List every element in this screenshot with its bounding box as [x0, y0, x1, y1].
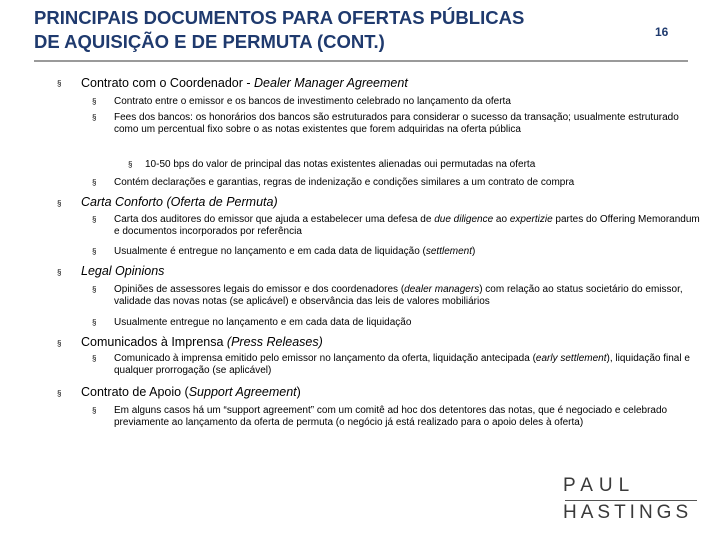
section-bullet-icon: §: [57, 339, 62, 348]
slide-title-line-2: DE AQUISIÇÃO E DE PERMUTA (CONT.): [34, 31, 385, 52]
text-run: Usualmente entregue no lançamento e em cada data de liquidação: [114, 317, 412, 328]
list-item: [114, 112, 704, 136]
sub-list-bullet-icon: §: [128, 160, 133, 169]
text-run: Fees dos bancos: os honorários dos bancos são estruturados para considerar o sucesso da transação; usualmente estruturado como um percentual fixo sobre o as notas existentes que forem adquiridas na oferta pública: [114, 112, 679, 135]
list-bullet-icon: §: [92, 354, 97, 363]
text-run: ): [472, 246, 476, 257]
text-run: Usualmente é entregue no lançamento e em cada data de liquidação (: [114, 246, 426, 257]
text-run: Opiniões de assessores legais do emissor e dos coordenadores (: [114, 284, 405, 295]
list-bullet-icon: §: [92, 215, 97, 224]
logo-word-bottom: HASTINGS: [563, 502, 693, 523]
page-number: 16: [655, 25, 669, 39]
text-run: ), liquidação final e qualquer prorrogação (se aplicável): [114, 353, 690, 376]
slide-title: [34, 6, 634, 54]
list-item: [114, 214, 704, 238]
section-bullet-icon: §: [57, 199, 62, 208]
section-heading: [81, 263, 701, 279]
section-heading: [81, 75, 701, 91]
section-heading: [81, 334, 701, 350]
list-bullet-icon: §: [92, 97, 97, 106]
text-run: Comunicado à imprensa emitido pelo emissor no lançamento da oferta, liquidação antecipada (: [114, 353, 536, 364]
italic-text: expertizie: [509, 214, 553, 225]
text-run: Comunicados à Imprensa: [81, 335, 227, 349]
text-run: Contrato entre o emissor e os bancos de investimento celebrado no lançamento da oferta: [114, 96, 511, 107]
text-run: Contrato com o Coordenador -: [81, 76, 255, 90]
logo-word-top: PAUL: [563, 475, 636, 496]
title-divider: [34, 60, 688, 62]
list-bullet-icon: §: [92, 247, 97, 256]
section-bullet-icon: §: [57, 389, 62, 398]
italic-text: settlement: [425, 246, 473, 257]
italic-text: Support Agreement: [188, 385, 297, 399]
list-bullet-icon: §: [92, 318, 97, 327]
sub-list-item: [145, 159, 705, 171]
italic-text: Dealer Manager Agreement: [254, 76, 408, 90]
list-bullet-icon: §: [92, 285, 97, 294]
italic-text: Carta Conforto (Oferta de Permuta): [81, 195, 278, 209]
section-heading: [81, 384, 701, 400]
italic-text: Legal Opinions: [81, 264, 165, 278]
list-item: [114, 246, 704, 258]
list-bullet-icon: §: [92, 178, 97, 187]
text-run: ) com relação ao status societário do emissor, validade das novas notas (se aplicável) e observância das leis de valores mobiliários: [114, 284, 683, 307]
section-heading: [81, 194, 701, 210]
italic-text: due diligence: [434, 214, 494, 225]
text-run: Contém declarações e garantias, regras de indenização e condições similares a um contrato de compra: [114, 177, 575, 188]
text-run: ao: [493, 214, 510, 225]
list-item: [114, 177, 704, 189]
list-item: [114, 317, 704, 329]
italic-text: (Press Releases): [226, 335, 323, 349]
logo-divider: [565, 500, 697, 501]
list-item: [114, 284, 704, 308]
section-bullet-icon: §: [57, 79, 62, 88]
text-run: Carta dos auditores do emissor que ajuda a estabelecer uma defesa de: [114, 214, 435, 225]
list-bullet-icon: §: [92, 113, 97, 122]
text-run: Contrato de Apoio (: [81, 385, 189, 399]
list-item: [114, 96, 704, 108]
text-run: 10-50 bps do valor de principal das notas existentes alienadas oui permutadas na oferta: [145, 159, 536, 170]
text-run: partes do Offering Memorandum e documentos incorporados por referência: [114, 214, 700, 237]
list-item: [114, 353, 704, 377]
text-run: ): [296, 385, 301, 399]
slide-title-line-1: PRINCIPAIS DOCUMENTOS PARA OFERTAS PÚBLICAS: [34, 7, 525, 28]
list-bullet-icon: §: [92, 406, 97, 415]
section-bullet-icon: §: [57, 268, 62, 277]
italic-text: dealer managers: [404, 284, 480, 295]
text-run: Em alguns casos há um “support agreement” com um comitê ad hoc dos detentores das notas, que é negociado e celebrado previamente ao lançamento da oferta de permuta (o negócio já está realizado para o apoio deles à oferta): [114, 405, 668, 428]
list-item: [114, 405, 704, 429]
italic-text: early settlement: [535, 353, 607, 364]
